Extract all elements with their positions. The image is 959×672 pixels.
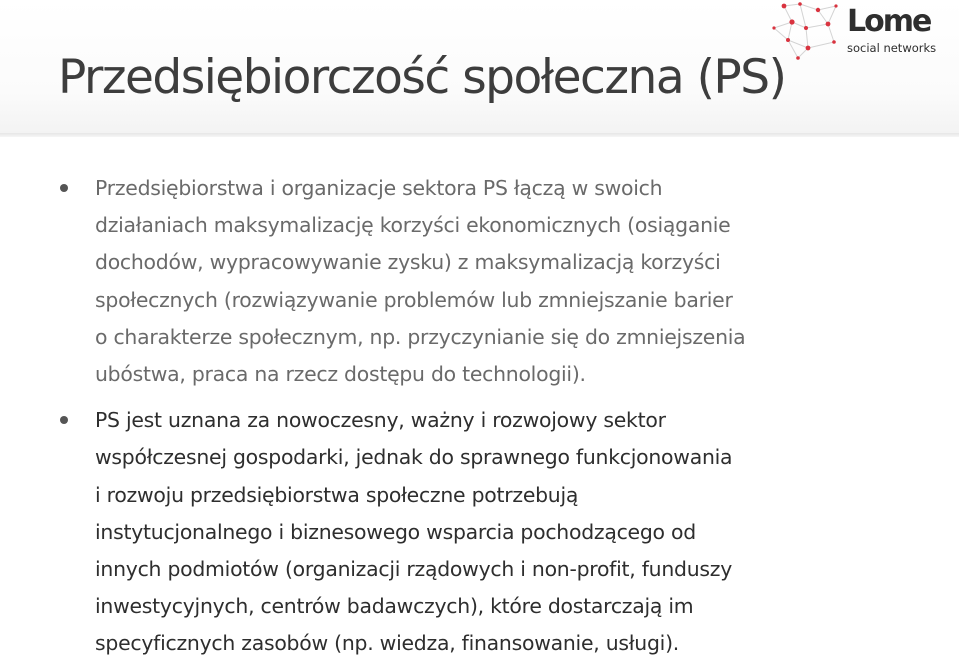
bullet-item [60,402,940,662]
network-graph-icon [770,0,850,62]
logo-wordmark: Lome [847,4,931,39]
bullet-item [60,170,940,393]
logo-subtitle: social networks [847,41,937,55]
title-divider [0,133,959,137]
slide-title: Przedsiębiorczość społeczna (PS) [58,50,786,105]
bullet-icon [60,416,68,424]
bullet-list [60,170,940,672]
bullet-text: Przedsiębiorstwa i organizacje sektora PS łączą w swoich działaniach maksymalizację korzyści ekonomicznych (osiąganie dochodów, wypracowywanie zysku) z maksymalizacją korzyści społecznych (rozwiązywanie problemów lub zmniejszanie barier o charakterze społecznym, np. przyczynianie się do zmniejszenia ubóstwa, praca na rzecz dostępu do technologii). [95,176,746,387]
logo [770,0,959,62]
bullet-text: PS jest uznana za nowoczesny, ważny i rozwojowy sektor współczesnej gospodarki, jednak do sprawnego funkcjonowania i rozwoju przedsiębiorstwa społeczne potrzebują instytucjonalnego i biznesowego wsparcia pochodzącego od innych podmiotów (organizacji rządowych i non-profit, funduszy inwestycyjnych, centrów badawczych), które dostarczają im specyficznych zasobów (np. wiedza, finansowanie, usługi). [95,408,733,656]
bullet-icon [60,184,68,192]
